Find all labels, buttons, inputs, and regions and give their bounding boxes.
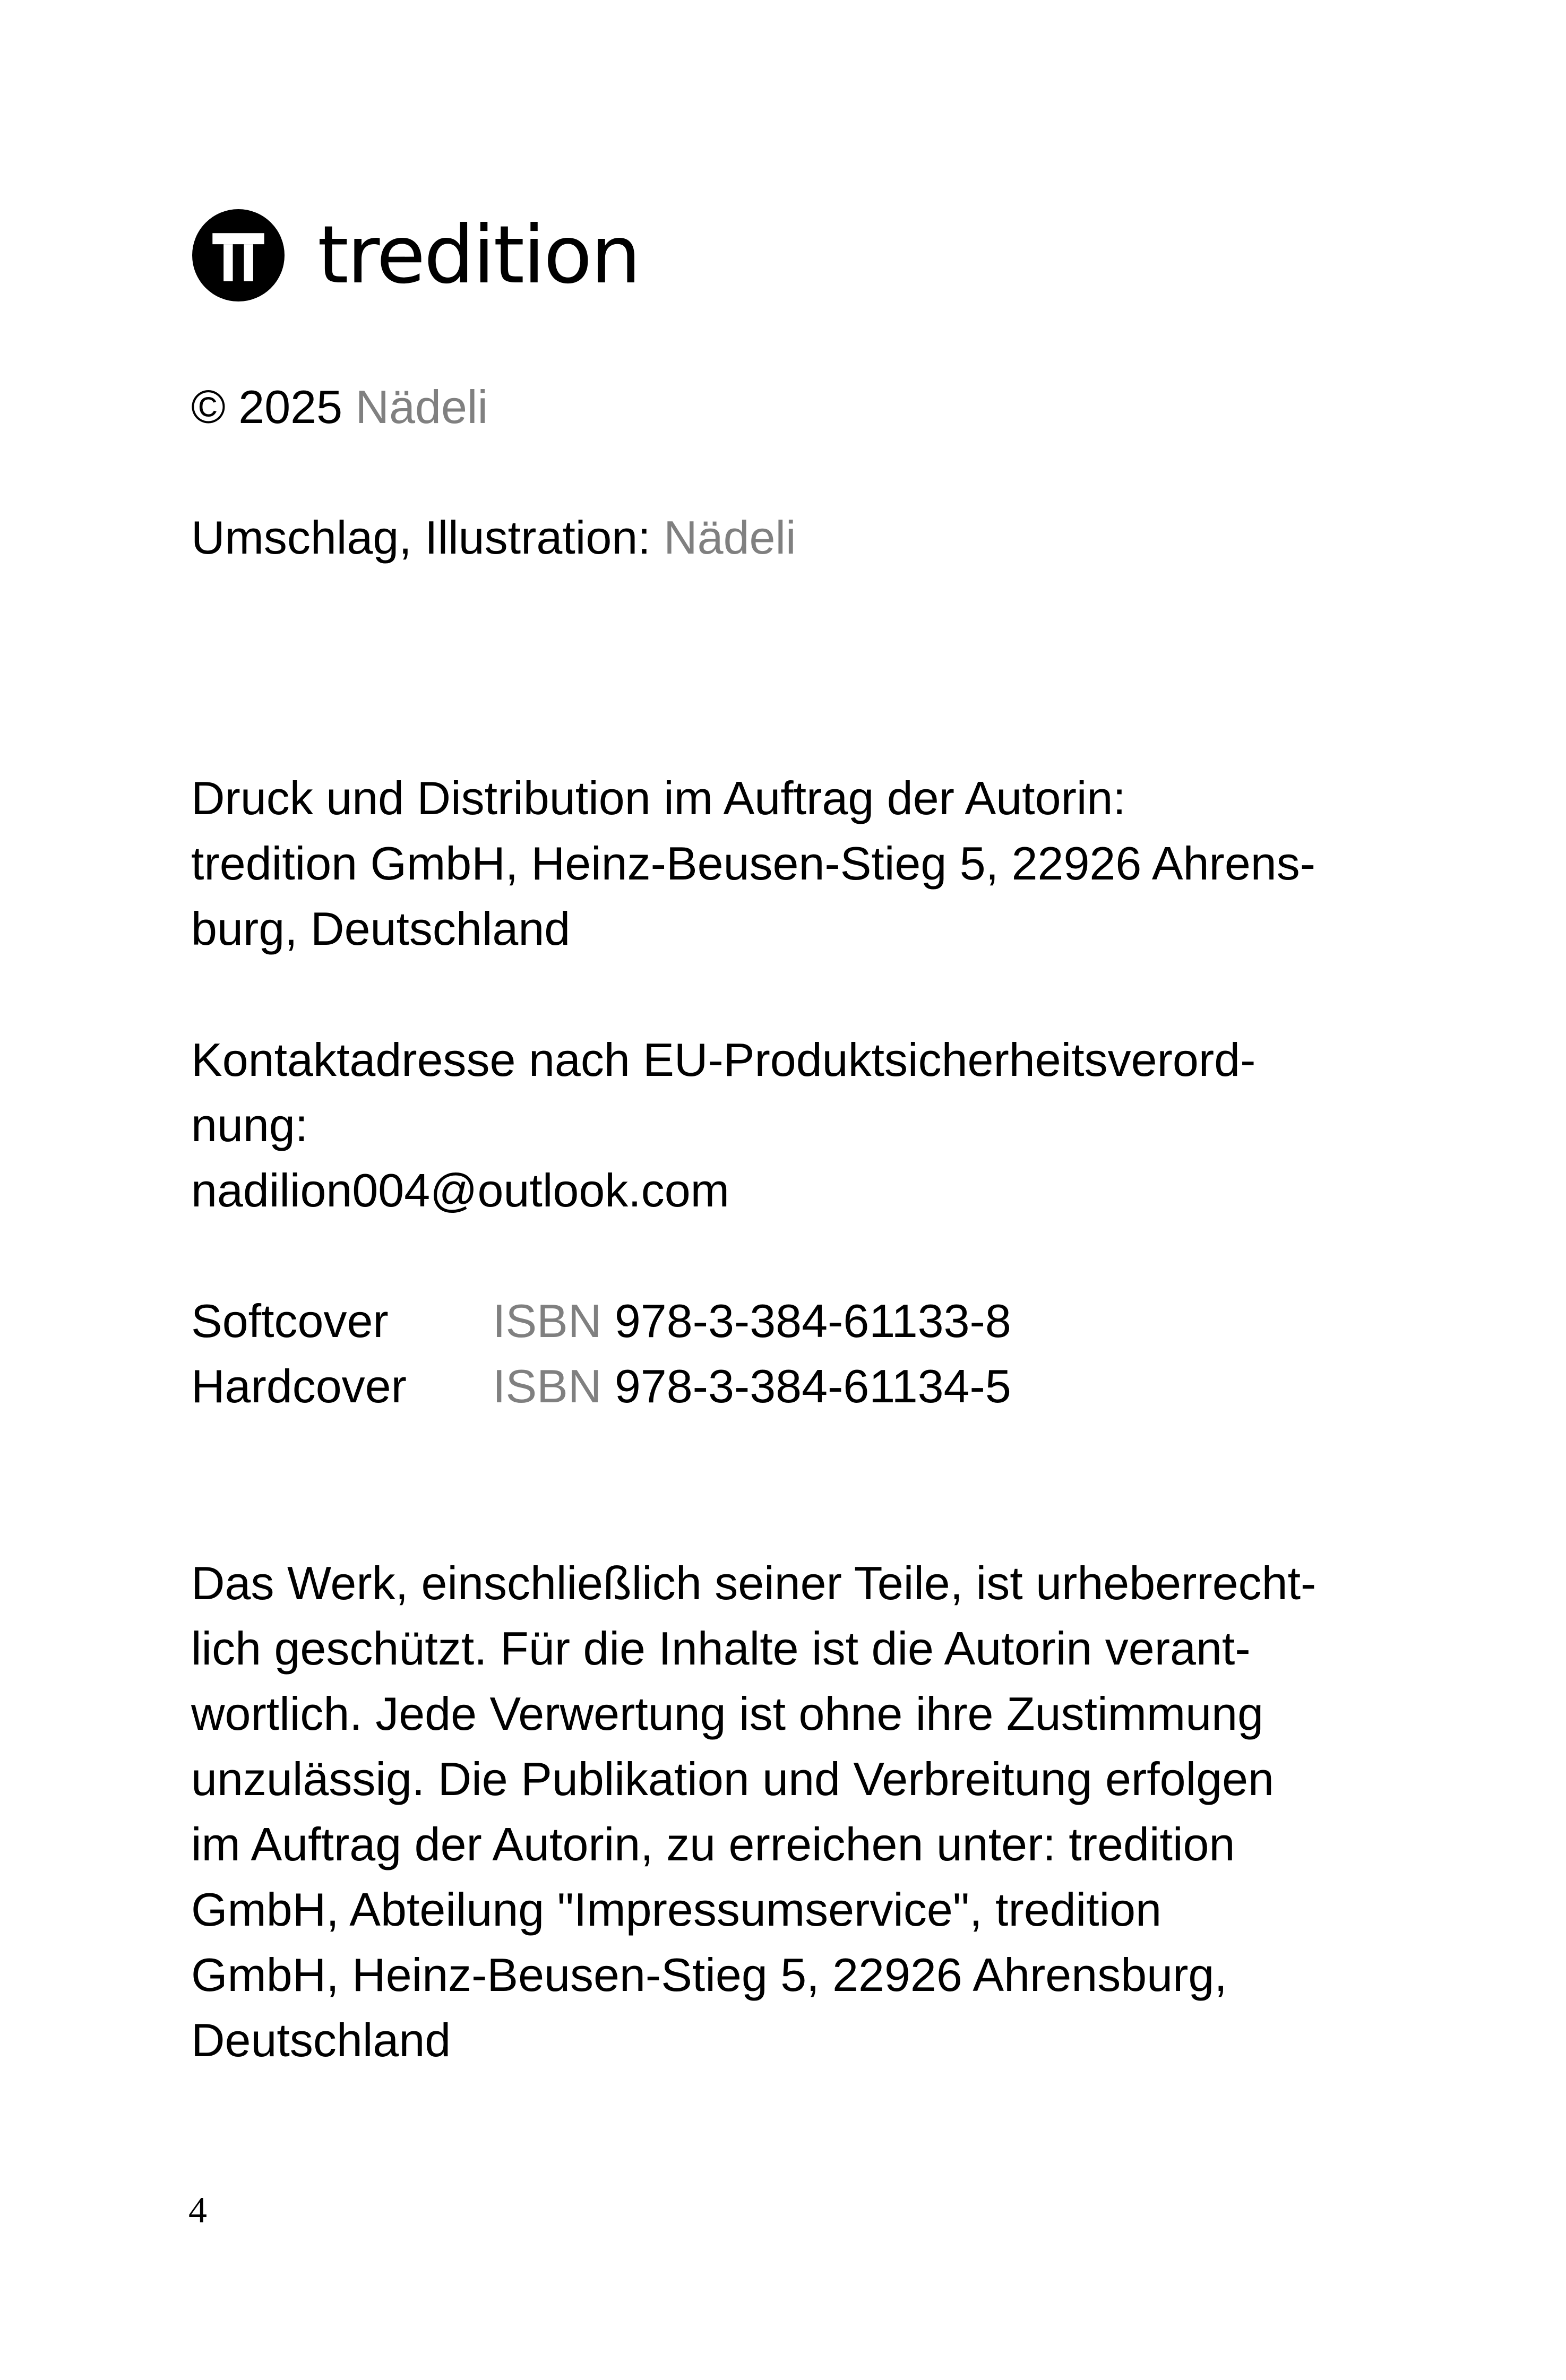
logo-wordmark: tredition	[317, 209, 640, 301]
legal-line: unzulässig. Die Publikation und Verbreitung erfolgen	[191, 1753, 1274, 1805]
legal-line: wortlich. Jede Verwertung ist ohne ihre Zustimmung	[191, 1687, 1264, 1740]
legal-line: GmbH, Heinz-Beusen-Stieg 5, 22926 Ahrensburg,	[191, 1948, 1227, 2001]
contact-line: Kontaktadresse nach EU-Produktsicherheitsverord-	[191, 1033, 1256, 1086]
cover-credit-name: Nädeli	[664, 511, 796, 564]
contact-block	[191, 1027, 1255, 1223]
contact-line: nung:	[191, 1099, 308, 1151]
distribution-line: tredition GmbH, Heinz-Beusen-Stieg 5, 22926 Ahrens-	[191, 837, 1316, 890]
cover-credit-line	[191, 505, 796, 570]
contact-email: nadilion004@outlook.com	[191, 1164, 729, 1217]
distribution-line: Druck und Distribution im Auftrag der Autorin:	[191, 772, 1126, 824]
copyright-name: Nädeli	[355, 381, 488, 433]
isbn-kind: Hardcover	[191, 1360, 407, 1412]
isbn-row-softcover	[191, 1288, 1011, 1353]
legal-notice	[191, 1550, 1316, 2073]
copyright-line	[191, 374, 488, 439]
isbn-label: ISBN	[493, 1295, 602, 1347]
isbn-label: ISBN	[493, 1360, 602, 1412]
distribution-block	[191, 765, 1315, 961]
legal-line: Deutschland	[191, 2014, 451, 2066]
legal-line: im Auftrag der Autorin, zu erreichen unter: tredition	[191, 1818, 1235, 1870]
legal-line: GmbH, Abteilung "Impressumservice", tredition	[191, 1883, 1162, 1936]
page-number: 4	[188, 2190, 207, 2231]
isbn-number: 978-3-384-61134-5	[614, 1360, 1011, 1412]
legal-line: lich geschützt. Für die Inhalte ist die Autorin verant-	[191, 1622, 1251, 1675]
tredition-logo-icon	[192, 209, 285, 301]
cover-credit-label: Umschlag, Illustration:	[191, 511, 651, 564]
copyright-prefix: © 2025	[191, 381, 343, 433]
isbn-kind: Softcover	[191, 1295, 389, 1347]
isbn-row-hardcover	[191, 1353, 1011, 1419]
isbn-number: 978-3-384-61133-8	[614, 1295, 1011, 1347]
isbn-block	[191, 1288, 1011, 1419]
distribution-line: burg, Deutschland	[191, 902, 571, 955]
publisher-logo	[192, 208, 640, 303]
legal-line: Das Werk, einschließlich seiner Teile, ist urheberrecht-	[191, 1557, 1317, 1609]
